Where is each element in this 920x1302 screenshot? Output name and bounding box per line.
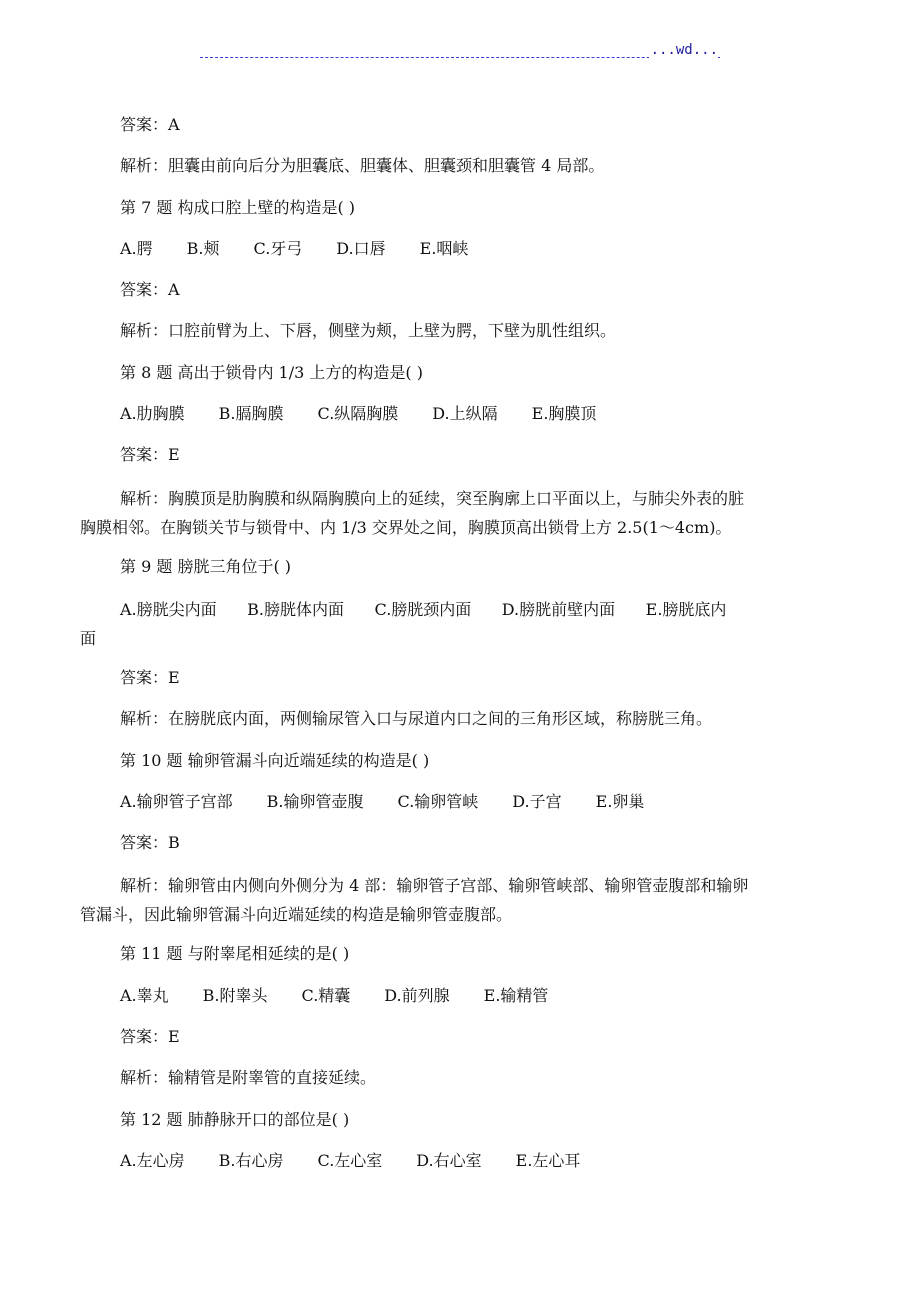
option-b: B.颊 <box>186 238 220 258</box>
option-b: B.膈胸膜 <box>218 404 284 424</box>
explanation-paragraph <box>80 484 840 542</box>
option-c: C.纵隔胸膜 <box>317 404 399 424</box>
option-e: E.输精管 <box>483 985 549 1005</box>
option-e: E.卵巢 <box>595 791 645 811</box>
explanation-line: 解析：胆囊由前向后分为胆囊底、胆囊体、胆囊颈和胆囊管 4 局部。 <box>120 156 605 176</box>
answer-line: 答案：A <box>120 280 180 300</box>
question-11-options <box>120 983 840 1024</box>
option-b: B.附睾头 <box>202 985 268 1005</box>
question-10-options <box>120 789 840 830</box>
option-a: A.肋胸膜 <box>120 404 185 424</box>
option-d: D.右心室 <box>416 1150 482 1170</box>
question-7: 第 7 题 构成口腔上壁的构造是( ) <box>120 197 356 217</box>
option-a: A.睾丸 <box>120 985 169 1005</box>
option-e: E.咽峡 <box>419 238 469 258</box>
option-c: C.左心室 <box>317 1150 383 1170</box>
answer-line: 答案：B <box>120 833 180 853</box>
answer-line: 答案：A <box>120 115 180 134</box>
page-header <box>200 42 720 64</box>
option-d: D.上纵隔 <box>432 404 498 424</box>
answer-line: 答案：E <box>120 1027 180 1047</box>
question-8-options <box>120 401 840 442</box>
question-9-options <box>80 595 840 653</box>
explanation-first-line: 解析：输卵管由内侧向外侧分为 4 部：输卵管子宫部、输卵管峡部、输卵管壶腹部和输卵 <box>120 876 749 896</box>
option-d: D.前列腺 <box>384 985 450 1005</box>
option-d: D.子宫 <box>512 791 562 811</box>
explanation-line: 解析：在膀胱底内面，两侧输尿管入口与尿道内口之间的三角形区域，称膀胱三角。 <box>120 709 713 729</box>
header-dashed-rule <box>200 57 720 58</box>
explanation-line: 解析：输精管是附睾管的直接延续。 <box>120 1068 377 1088</box>
option-b: B.输卵管壶腹 <box>266 791 364 811</box>
explanation-continuation: 胸膜相邻。在胸锁关节与锁骨中、内 1/3 交界处之间，胸膜顶高出锁骨上方 2.5(1～4cm)。 <box>80 517 732 537</box>
explanation-line: 解析：口腔前臂为上、下唇，侧壁为颊，上壁为腭，下壁为肌性组织。 <box>120 321 617 341</box>
explanation-first-line: 解析：胸膜顶是肋胸膜和纵隔胸膜向上的延续，突至胸廓上口平面以上，与肺尖外表的脏 <box>120 488 745 508</box>
header-text: ...wd... <box>650 42 718 58</box>
options-continuation: 面 <box>80 628 97 648</box>
option-b: B.右心房 <box>218 1150 284 1170</box>
explanation-paragraph <box>80 871 840 929</box>
question-9: 第 9 题 膀胱三角位于( ) <box>120 556 292 576</box>
option-a: A.输卵管子宫部 <box>120 791 233 811</box>
answer-line: 答案：E <box>120 445 180 465</box>
option-a: A.左心房 <box>120 1150 185 1170</box>
question-12: 第 12 题 肺静脉开口的部位是( ) <box>120 1109 350 1129</box>
option-a: A.腭 <box>120 238 153 258</box>
question-7-options <box>120 236 840 277</box>
question-11: 第 11 题 与附睾尾相延续的是( ) <box>120 944 350 964</box>
explanation-continuation: 管漏斗，因此输卵管漏斗向近端延续的构造是输卵管壶腹部。 <box>80 905 513 925</box>
option-e: E.左心耳 <box>515 1150 581 1170</box>
document-body <box>80 112 840 1189</box>
answer-line: 答案：E <box>120 667 180 687</box>
option-d: D.口唇 <box>336 238 386 258</box>
question-8: 第 8 题 高出于锁骨内 1/3 上方的构造是( ) <box>120 362 423 382</box>
option-c: C.精囊 <box>301 985 351 1005</box>
question-10: 第 10 题 输卵管漏斗向近端延续的构造是( ) <box>120 750 430 770</box>
option-c: C.牙弓 <box>253 238 303 258</box>
question-12-options <box>120 1148 840 1189</box>
option-c: C.输卵管峡 <box>397 791 479 811</box>
options-first-line: A.膀胱尖内面 B.膀胱体内面 C.膀胱颈内面 D.膀胱前壁内面 E.膀胱底内 <box>120 599 727 619</box>
option-e: E.胸膜顶 <box>531 404 597 424</box>
